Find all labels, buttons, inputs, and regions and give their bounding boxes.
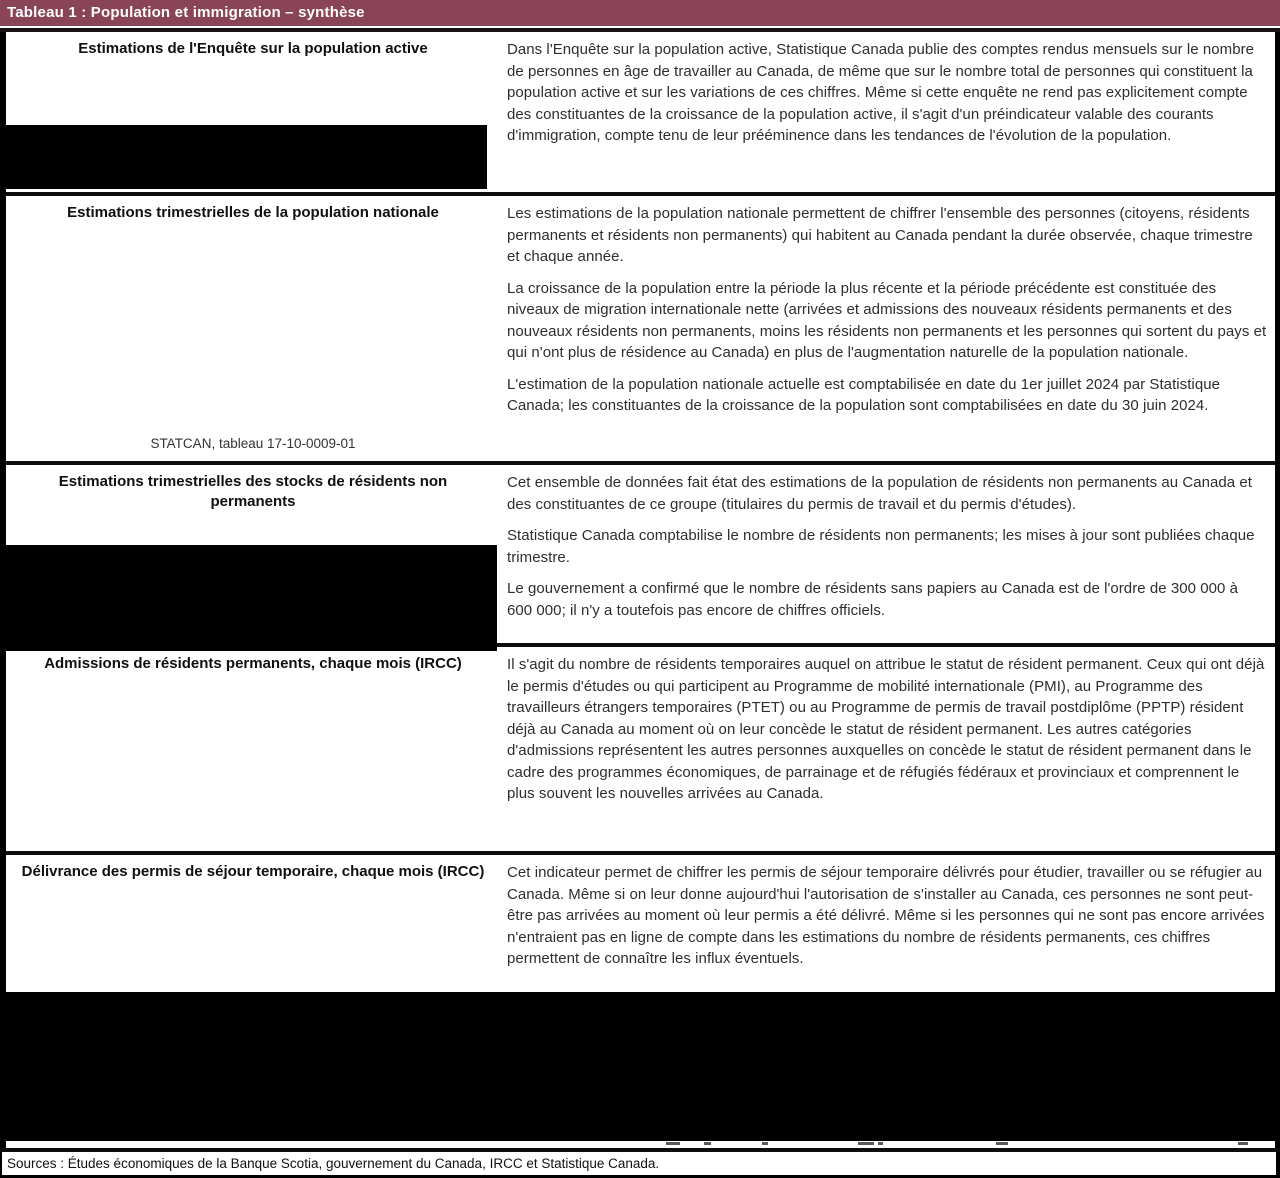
- table-row-national-population: [6, 196, 1275, 465]
- redaction-remnant: [666, 1142, 680, 1145]
- table-title-bar: [0, 0, 1280, 26]
- description-paragraph: Dans l'Enquête sur la population active, Statistique Canada publie des comptes rendus mensuels sur le nombre de personnes en âge de travailler au Canada, de même que sur le nombre total de personnes qui constituent la population active et sur les variations de ces chiffres. Même si cette enquête ne rend pas explicitement compte des constituantes de la croissance de la population active, il s'agit d'un préindicateur valable des courants d'immigration, compte tenu de leur prééminence dans les tendances de l'évolution de la population.: [507, 41, 1255, 144]
- description-paragraph: Les estimations de la population nationale permettent de chiffrer l'ensemble des personnes (citoyens, résidents permanents et résidents non permanents) qui habitent au Canada pendant la durée observée, chaque trimestre et chaque année.: [507, 205, 1253, 265]
- description-paragraph: L'estimation de la population nationale actuelle est comptabilisée en date du 1er juillet 2024 par Statistique Canada; les constituantes de la croissance de la population sont comptabilisées en date du 30 juin 2024.: [507, 375, 1220, 414]
- description-paragraph: Cet ensemble de données fait état des estimations de la population de résidents non permanents au Canada et des constituantes de ce groupe (titulaires du permis de travail et du permis d'études).: [507, 474, 1253, 513]
- row-header-cell: [6, 196, 498, 461]
- row-description-cell: [498, 32, 1275, 192]
- table-row-temporary-permits: [6, 855, 1275, 992]
- redaction-remnant: [858, 1142, 874, 1145]
- table-row-pr-admissions: [6, 647, 1275, 855]
- sources-text: Sources : Études économiques de la Banque Scotia, gouvernement du Canada, IRCC et Statistique Canada.: [7, 1156, 660, 1171]
- row-source-note: STATCAN, tableau 17-10-0009-01: [150, 436, 356, 451]
- table-title: Tableau 1 : Population et immigration – synthèse: [7, 4, 365, 21]
- redaction-block-row1: [0, 125, 487, 189]
- row-header-cell: [6, 647, 498, 851]
- sources-note: [2, 1152, 1278, 1175]
- row-label: Estimations trimestrielles de la population nationale: [67, 204, 439, 221]
- redaction-block-row3: [0, 545, 497, 651]
- row-description-cell: [498, 465, 1275, 643]
- row-description-cell: [498, 855, 1275, 992]
- redaction-remnant: [996, 1142, 1008, 1145]
- description-paragraph: Statistique Canada comptabilise le nombre de résidents non permanents; les mises à jour sont publiées chaque trimestre.: [507, 527, 1255, 566]
- description-paragraph: Cet indicateur permet de chiffrer les permis de séjour temporaire délivrés pour étudier, travailler ou se réfugier au Canada. Même si on leur donne aujourd'hui l'autorisation de s'installer au Canada, ces personnes ne sont peut-être pas arrivées au moment où leur permis a été délivré. Même si les personnes qui ne sont pas encore arrivées n'entraient pas en ligne de compte dans les estimations du nombre de résidents permanents, ces chiffres permettent de connaître les influx éventuels.: [507, 864, 1265, 967]
- redaction-remnant-strip: [0, 1141, 1280, 1148]
- row-description-cell: [498, 196, 1275, 461]
- redaction-block-bottom: [0, 1012, 1280, 1141]
- row-description-cell: [498, 647, 1275, 851]
- row-label: Estimations trimestrielles des stocks de résidents non permanents: [58, 473, 448, 510]
- redaction-remnant: [762, 1142, 768, 1145]
- description-paragraph: La croissance de la population entre la période la plus récente et la période précédente est constituée des niveaux de migration internationale nette (arrivées et admissions des nouveaux résidents permanents et des nouveaux résidents non permanents, moins les résidents non permanents et les personnes qui sortent du pays et qui n'ont plus de résidence au Canada) en plus de l'augmentation naturelle de la population nationale.: [507, 279, 1267, 361]
- redaction-remnant: [878, 1142, 883, 1145]
- row-label: Estimations de l'Enquête sur la population active: [78, 40, 428, 57]
- row-label: Délivrance des permis de séjour temporaire, chaque mois (IRCC): [21, 863, 485, 880]
- description-paragraph: Il s'agit du nombre de résidents temporaires auquel on attribue le statut de résident permanent. Ceux qui ont déjà le permis d'études ou qui participent au Programme de mobilité internationale (PMI), au Programme des travailleurs étrangers temporaires (PTET) ou au Programme de permis de travail postdiplôme (PPTP) résident déjà au Canada au moment où on leur concède le statut de résident permanent. Les autres catégories d'admissions représentent les autres personnes auxquelles on concède le statut de résident permanent dans le cadre des programmes économiques, de parrainage et de réfugiés fédéraux et provinciaux et comprennent le plus souvent les nouvelles arrivées au Canada.: [507, 656, 1265, 802]
- redaction-remnant: [704, 1142, 711, 1145]
- description-paragraph: Le gouvernement a confirmé que le nombre de résidents sans papiers au Canada est de l'ordre de 300 000 à 600 000; il n'y a toutefois pas encore de chiffres officiels.: [507, 580, 1239, 619]
- redaction-remnant: [1238, 1142, 1248, 1145]
- row-header-cell: [6, 855, 498, 992]
- row-label: Admissions de résidents permanents, chaque mois (IRCC): [44, 655, 462, 672]
